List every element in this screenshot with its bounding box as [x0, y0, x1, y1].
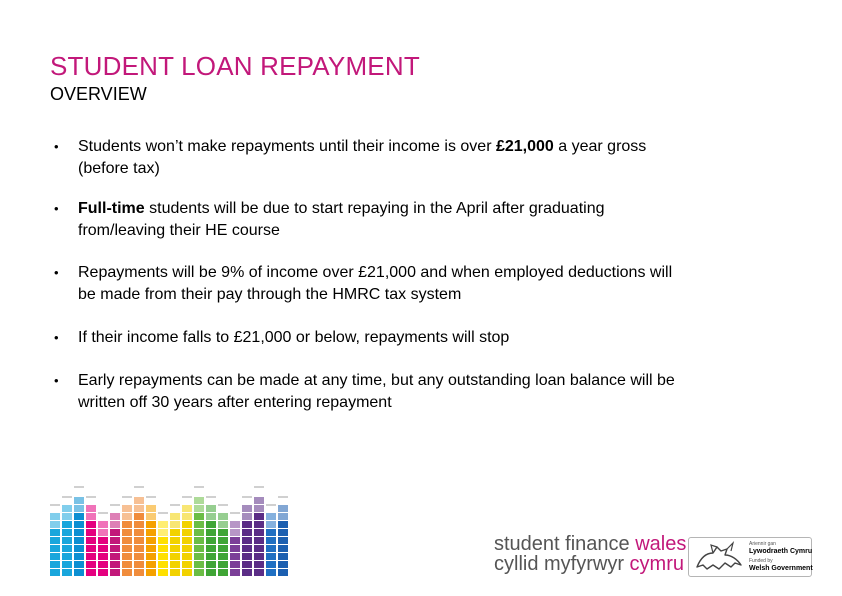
bar-cell [134, 561, 144, 568]
bar-cell [254, 505, 264, 512]
bar-cell [62, 505, 72, 512]
bar-cell [194, 529, 204, 536]
bullet-text: Repayments will be 9% of income over £21,000 and when employed deductions will be made from their pay through the HMRC tax system [78, 264, 673, 303]
bar-cell [206, 529, 216, 536]
bar-cell [182, 537, 192, 544]
bar-cell [242, 513, 252, 520]
bar-cell [110, 521, 120, 528]
bar-cell [74, 505, 84, 512]
bar-cell [278, 529, 288, 536]
bar-cell [230, 561, 240, 568]
bar-cell [170, 553, 180, 560]
bar-cell [278, 545, 288, 552]
bar-cell [146, 505, 156, 512]
bar-cell [98, 529, 108, 536]
bar-cell [194, 545, 204, 552]
bar-cell [218, 553, 228, 560]
bar-cap [98, 512, 108, 514]
bar-cell [62, 537, 72, 544]
bullet-marker: • [54, 201, 59, 216]
bar-cell [206, 561, 216, 568]
bar-cell [230, 545, 240, 552]
bar-cell [122, 521, 132, 528]
bar-cap [158, 512, 168, 514]
bar-cell [230, 521, 240, 528]
bullet-text: Students won’t make repayments until their income is over £21,000 a year gross (before tax) [78, 138, 647, 177]
bar-cap [182, 496, 192, 498]
bar-cell [62, 513, 72, 520]
bar-cell [254, 561, 264, 568]
student-finance-wales-logo: student finance wales cyllid myfyrwyr cymru [494, 533, 687, 575]
bullet-marker: • [54, 330, 59, 345]
bullet-marker: • [54, 265, 59, 280]
bar-cell [146, 561, 156, 568]
bar-cell [278, 561, 288, 568]
bar-cell [74, 553, 84, 560]
bar-cell [158, 569, 168, 576]
bar-cell [266, 537, 276, 544]
bar-cell [62, 569, 72, 576]
bar-cell [254, 529, 264, 536]
bar-cell [254, 553, 264, 560]
bar-cell [134, 537, 144, 544]
bar-cell [230, 529, 240, 536]
bar-cell [134, 553, 144, 560]
bar-cell [86, 569, 96, 576]
bar-cell [194, 513, 204, 520]
bar-cell [254, 521, 264, 528]
bar-cell [74, 569, 84, 576]
bar-cell [278, 513, 288, 520]
bar-cell [62, 561, 72, 568]
bar-cell [86, 537, 96, 544]
bar-cell [242, 529, 252, 536]
bar-cell [218, 521, 228, 528]
bar-cell [98, 521, 108, 528]
bullet-marker: • [54, 373, 59, 388]
bar-cell [218, 513, 228, 520]
bar-cell [158, 545, 168, 552]
bar-cell [134, 529, 144, 536]
bar-cap [194, 486, 204, 488]
bar-cell [98, 569, 108, 576]
bullet-marker: • [54, 139, 59, 154]
bar-cell [86, 529, 96, 536]
bar-cap [110, 504, 120, 506]
bar-cell [74, 545, 84, 552]
bar-cell [146, 529, 156, 536]
bar-cell [242, 553, 252, 560]
bar-cap [122, 496, 132, 498]
bar-cell [50, 569, 60, 576]
bar-cell [74, 529, 84, 536]
bar-cell [170, 569, 180, 576]
bar-cell [182, 553, 192, 560]
bar-cell [74, 497, 84, 504]
bar-cap [50, 504, 60, 506]
bar-cell [86, 505, 96, 512]
bar-cell [278, 505, 288, 512]
bar-cell [50, 529, 60, 536]
bar-cell [242, 537, 252, 544]
bullet-text: Full-time students will be due to start repaying in the April after graduating from/leaving their HE course [78, 200, 605, 239]
bar-cell [86, 521, 96, 528]
bar-cell [74, 537, 84, 544]
bar-cell [50, 521, 60, 528]
bar-cell [242, 505, 252, 512]
bar-cap [146, 496, 156, 498]
bar-cell [86, 545, 96, 552]
bar-cell [110, 529, 120, 536]
bar-cap [218, 504, 228, 506]
bar-cell [254, 545, 264, 552]
bar-cell [242, 545, 252, 552]
bar-cell [266, 553, 276, 560]
bar-cap [266, 504, 276, 506]
bar-cell [254, 569, 264, 576]
bar-cell [194, 505, 204, 512]
bar-cap [62, 496, 72, 498]
bar-cell [146, 537, 156, 544]
bar-cell [230, 569, 240, 576]
bar-cell [98, 553, 108, 560]
bar-cell [122, 529, 132, 536]
bar-cell [122, 513, 132, 520]
bar-cell [254, 497, 264, 504]
bar-cell [266, 569, 276, 576]
bar-cell [110, 561, 120, 568]
bar-cell [206, 553, 216, 560]
bar-cell [98, 561, 108, 568]
bar-cap [206, 496, 216, 498]
bar-cell [86, 513, 96, 520]
bar-cell [278, 569, 288, 576]
bar-cell [146, 553, 156, 560]
bar-cell [98, 545, 108, 552]
bar-cell [278, 521, 288, 528]
bar-cap [74, 486, 84, 488]
bar-cell [242, 521, 252, 528]
bar-cell [50, 537, 60, 544]
bullet-text: If their income falls to £21,000 or below, repayments will stop [78, 329, 510, 346]
bar-cell [62, 553, 72, 560]
bar-cell [110, 545, 120, 552]
bar-cell [254, 537, 264, 544]
bar-cell [122, 561, 132, 568]
bar-cell [206, 569, 216, 576]
bar-cell [182, 521, 192, 528]
bar-cell [74, 561, 84, 568]
bar-cell [110, 553, 120, 560]
gov-label-3: Funded by [749, 558, 773, 564]
bar-cell [134, 513, 144, 520]
bar-cell [254, 513, 264, 520]
bar-cell [74, 513, 84, 520]
bar-cell [122, 505, 132, 512]
bar-cell [266, 529, 276, 536]
bar-cell [230, 537, 240, 544]
bar-cell [110, 537, 120, 544]
bar-cell [182, 561, 192, 568]
bar-cell [158, 561, 168, 568]
bar-cell [158, 537, 168, 544]
bar-cell [206, 537, 216, 544]
bar-cell [86, 553, 96, 560]
bar-cap [278, 496, 288, 498]
gov-label-2: Lywodraeth Cymru [749, 548, 813, 555]
bar-cell [266, 545, 276, 552]
bar-cell [110, 513, 120, 520]
bar-cell [230, 553, 240, 560]
bar-cell [122, 545, 132, 552]
bar-cell [122, 537, 132, 544]
bar-cell [218, 569, 228, 576]
bar-cell [170, 537, 180, 544]
bar-cell [194, 561, 204, 568]
bar-cell [266, 561, 276, 568]
bar-cell [146, 521, 156, 528]
bar-cap [242, 496, 252, 498]
bar-cell [194, 497, 204, 504]
bar-cell [134, 505, 144, 512]
welsh-dragon-icon [691, 539, 749, 575]
bar-cell [122, 569, 132, 576]
bar-cap [170, 504, 180, 506]
bar-cell [62, 521, 72, 528]
bar-cell [170, 521, 180, 528]
bar-cell [218, 537, 228, 544]
bar-cell [242, 561, 252, 568]
bar-cell [266, 521, 276, 528]
bar-cell [182, 529, 192, 536]
welsh-government-logo [688, 537, 812, 577]
bar-cell [242, 569, 252, 576]
bar-cell [146, 545, 156, 552]
bar-cell [50, 513, 60, 520]
bar-cell [218, 561, 228, 568]
bar-cell [158, 521, 168, 528]
bar-cell [182, 513, 192, 520]
bullet-text: Early repayments can be made at any time, but any outstanding loan balance will be written off 30 years after entering repayment [78, 372, 675, 411]
bar-cell [218, 529, 228, 536]
bar-cell [146, 513, 156, 520]
bar-cell [170, 513, 180, 520]
bar-cell [50, 545, 60, 552]
bar-cap [254, 486, 264, 488]
bar-cell [86, 561, 96, 568]
bar-cell [110, 569, 120, 576]
bar-cell [158, 529, 168, 536]
bar-cell [134, 497, 144, 504]
bar-cell [206, 513, 216, 520]
bar-cell [50, 553, 60, 560]
bar-cell [158, 553, 168, 560]
bar-cell [122, 553, 132, 560]
student-finance-bars-logo [50, 486, 295, 578]
bar-cell [182, 505, 192, 512]
bar-cell [206, 521, 216, 528]
bar-cell [278, 553, 288, 560]
bar-cap [134, 486, 144, 488]
bar-cell [182, 569, 192, 576]
bar-cell [146, 569, 156, 576]
bar-cell [194, 537, 204, 544]
bar-cell [266, 513, 276, 520]
bar-cell [134, 521, 144, 528]
bar-cell [170, 545, 180, 552]
bar-cell [74, 521, 84, 528]
bar-cell [218, 545, 228, 552]
bar-cell [50, 561, 60, 568]
bar-cap [86, 496, 96, 498]
gov-label-4: Welsh Government [749, 565, 813, 572]
bar-cell [170, 529, 180, 536]
bar-cell [134, 545, 144, 552]
bar-cell [194, 569, 204, 576]
bar-cell [194, 521, 204, 528]
bar-cell [98, 537, 108, 544]
bar-cell [182, 545, 192, 552]
bar-cell [206, 545, 216, 552]
bar-cell [206, 505, 216, 512]
bar-cell [134, 569, 144, 576]
page-subtitle: OVERVIEW [50, 84, 147, 104]
bar-cell [170, 561, 180, 568]
bar-cell [194, 553, 204, 560]
bar-cap [230, 512, 240, 514]
gov-label-1: Ariennir gan [749, 541, 776, 547]
page-title: STUDENT LOAN REPAYMENT [50, 51, 420, 81]
bar-cell [62, 545, 72, 552]
bar-cell [62, 529, 72, 536]
bar-cell [278, 537, 288, 544]
